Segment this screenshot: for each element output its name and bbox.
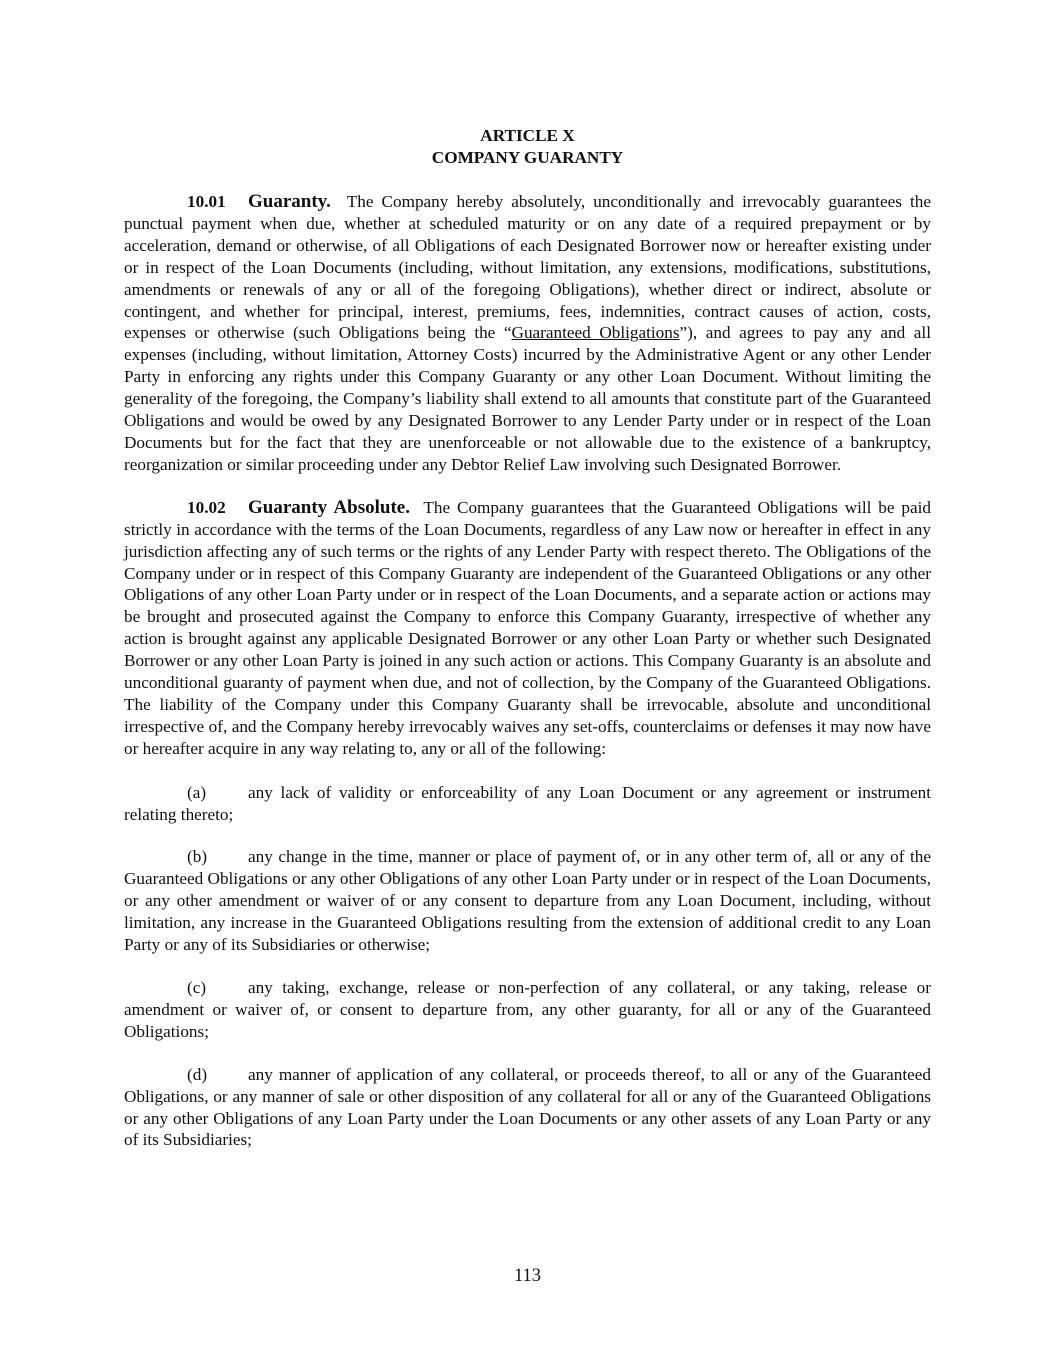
clause-text: any lack of validity or enforceability of any Loan Document or any agreement or instrument relating thereto; [124, 782, 931, 824]
section-10-02 [124, 497, 931, 760]
defined-term: Guaranteed Obligations [511, 323, 680, 343]
clause-a [124, 782, 931, 826]
page-number: 113 [513, 1266, 542, 1286]
clause-c [124, 977, 931, 1043]
section-10-01 [124, 191, 931, 476]
section-title: Guaranty Absolute. [248, 496, 410, 518]
clause-label: (c) [187, 978, 207, 997]
clause-label: (b) [187, 847, 208, 867]
section-number: 10.01 [187, 192, 226, 211]
section-title: Guaranty. [248, 191, 331, 212]
clause-text: any manner of application of any collateral, or proceeds thereof, to all or any of the Guaranteed Obligations, or any manner of sale or other disposition of any collateral for all or any of the Guaranteed Obligations or any other Obligations of any Loan Party under the Loan Documents or any other assets of any Loan Party or any of its Subsidiaries; [124, 1064, 931, 1150]
clause-text: any taking, exchange, release or non-perfection of any collateral, or any taking, release or amendment or waiver of, or consent to departure from, any other guaranty, for all or any of the Guaranteed Obligations; [124, 978, 931, 1041]
clause-text: any change in the time, manner or place of payment of, or in any other term of, all or any of the Guaranteed Obligations or any other Obligations of any other Loan Party under or in respect of the Loan Documents, or any other amendment or waiver of or any consent to departure from any Loan Document, including, without limitation, any increase in the Guaranteed Obligations resulting from the extension of additional credit to any Loan Party or any of its Subsidiaries or otherwise; [124, 847, 931, 955]
section-text: The Company guarantees that the Guaranteed Obligations will be paid strictly in accordance with the terms of the Loan Documents, regardless of any Law now or hereafter in effect in any jurisdiction affecting any of such terms or the rights of any Lender Party with respect thereto. The Obligations of the Company under or in respect of this Company Guaranty are independent of the Guaranteed Obligations or any other Obligations of any other Loan Party under or in respect of the Loan Documents, and a separate action or actions may be brought and prosecuted against the Company to enforce this Company Guaranty, irrespective of whether any action is brought against any applicable Designated Borrower or any other Loan Party or whether such Designated Borrower or any other Loan Party is joined in any such action or actions. This Company Guaranty is an absolute and unconditional guaranty of payment when due, and not of collection, by the Company of the Guaranteed Obligations. The liability of the Company under this Company Guaranty shall be irrevocable, absolute and unconditional irrespective of, and the Company hereby irrevocably waives any set-offs, counterclaims or defenses it may now have or hereafter acquire in any way relating to, any or all of the following: [124, 497, 931, 758]
section-text-continued: ”), and agrees to pay any and all expenses (including, without limitation, Attorney Costs) incurred by the Administrative Agent or any other Lender Party in enforcing any rights under this Company Guaranty or any other Loan Document. Without limiting the generality of the foregoing, the Company’s liability shall extend to all amounts that constitute part of the Guaranteed Obligations and would be owed by any Designated Borrower to any Lender Party under or in respect of the Loan Documents but for the fact that they are unenforceable or not allowable due to the existence of a bankruptcy, reorganization or similar proceeding under any Debtor Relief Law involving such Designated Borrower. [124, 323, 931, 474]
clause-label: (d) [187, 1064, 208, 1084]
section-number: 10.02 [187, 497, 226, 517]
section-text: The Company hereby absolutely, unconditionally and irrevocably guarantees the punctual payment when due, whether at scheduled maturity or on any date of a required prepayment or by acceleration, demand or otherwise, of all Obligations of each Designated Borrower now or hereafter existing under or in respect of the Loan Documents (including, without limitation, any extensions, modifications, substitutions, amendments or renewals of any or all of the foregoing Obligations), whether direct or indirect, absolute or contingent, and whether for principal, interest, premiums, fees, indemnities, contract causes of action, costs, expenses or otherwise (such Obligations being the “ [124, 192, 931, 343]
clause-d [124, 1064, 931, 1152]
document-page [124, 124, 931, 1151]
clause-b [124, 846, 931, 956]
clause-label: (a) [187, 782, 207, 802]
article-heading [124, 125, 931, 169]
article-title: COMPANY GUARANTY [431, 148, 624, 167]
article-number: ARTICLE X [480, 126, 575, 145]
